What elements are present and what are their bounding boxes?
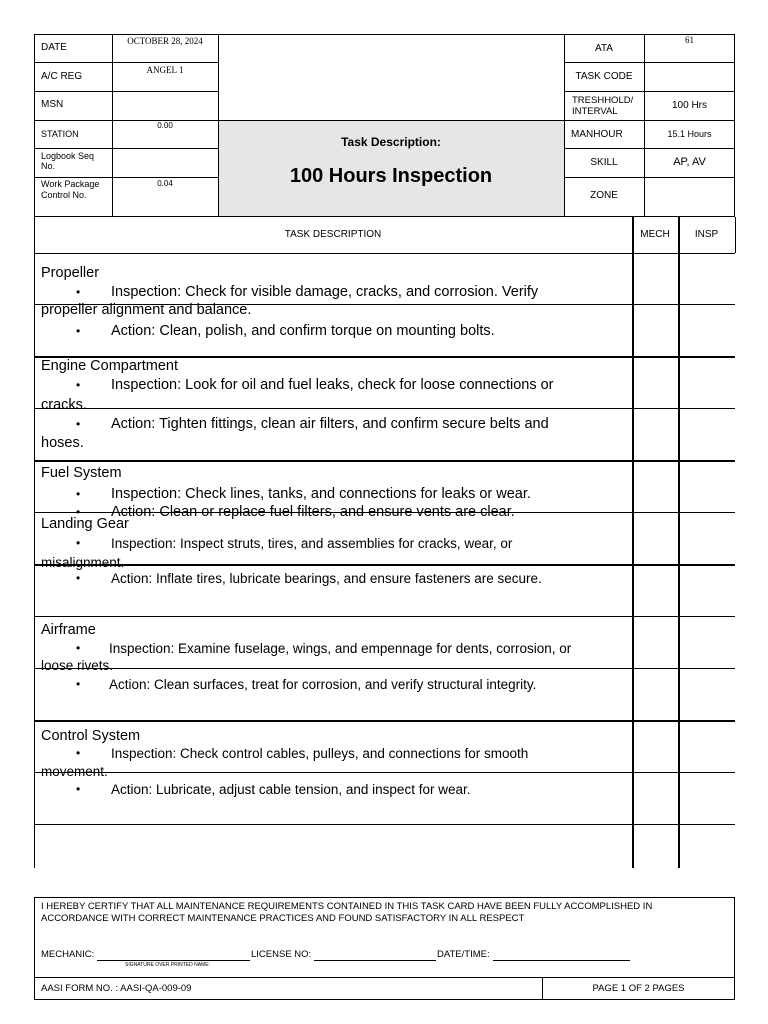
propeller-inspection: Inspection: Check for visible damage, cracks, and corrosion. Verify bbox=[111, 284, 539, 300]
form-number: AASI FORM NO. : AASI-QA-009-09 bbox=[41, 983, 192, 994]
bullet: • bbox=[76, 378, 81, 392]
control-inspection: Inspection: Check control cables, pulleys, and connections for smooth bbox=[111, 746, 529, 761]
section-title-control-system: Control System bbox=[41, 728, 141, 744]
skill-label: SKILL bbox=[590, 157, 618, 168]
airframe-action: Action: Clean surfaces, treat for corrosion, and verify structural integrity. bbox=[109, 677, 537, 692]
landing-gear-inspection-cont: misalignment. bbox=[41, 555, 125, 570]
ata-value: 61 bbox=[685, 35, 694, 45]
bullet: • bbox=[76, 571, 81, 585]
airframe-inspection-cont: loose rivets. bbox=[41, 658, 114, 673]
threshold-value: 100 Hrs bbox=[671, 100, 707, 111]
ata-label: ATA bbox=[595, 43, 613, 54]
section-title-landing-gear: Landing Gear bbox=[41, 516, 129, 532]
bullet: • bbox=[76, 417, 81, 431]
section-title-airframe: Airframe bbox=[41, 622, 96, 638]
bullet: • bbox=[76, 505, 81, 519]
engine-action: Action: Tighten fittings, clean air filters, and confirm secure belts and bbox=[111, 416, 549, 432]
station-value: 0.00 bbox=[157, 121, 173, 130]
airframe-inspection: Inspection: Examine fuselage, wings, and empennage for dents, corrosion, or bbox=[109, 641, 572, 656]
section-title-engine-compartment: Engine Compartment bbox=[41, 358, 179, 374]
control-action: Action: Lubricate, adjust cable tension, and inspect for wear. bbox=[111, 782, 471, 797]
col-insp: INSP bbox=[694, 229, 719, 240]
acreg-label: A/C REG bbox=[41, 71, 83, 82]
skill-value: AP, AV bbox=[673, 156, 706, 168]
bullet: • bbox=[76, 677, 81, 691]
bullet: • bbox=[76, 536, 81, 550]
taskcode-label: TASK CODE bbox=[575, 71, 633, 82]
engine-inspection: Inspection: Look for oil and fuel leaks, check for loose connections or bbox=[111, 377, 554, 393]
mechanic-signature-line[interactable] bbox=[97, 960, 250, 961]
bullet: • bbox=[76, 782, 81, 796]
datetime-label: DATE/TIME: bbox=[437, 949, 490, 960]
fuel-action: Action: Clean or replace fuel filters, and ensure vents are clear. bbox=[111, 504, 515, 520]
license-label: LICENSE NO: bbox=[251, 949, 312, 960]
zone-label: ZONE bbox=[590, 190, 618, 201]
bullet: • bbox=[76, 746, 81, 760]
engine-inspection-cont: cracks. bbox=[41, 397, 87, 413]
datetime-line[interactable] bbox=[493, 960, 630, 961]
fuel-inspection: Inspection: Check lines, tanks, and connections for leaks or wear. bbox=[111, 486, 531, 502]
workpkg-label: Work Package Control No. bbox=[41, 179, 100, 200]
section-title-propeller: Propeller bbox=[41, 265, 100, 281]
page-number: PAGE 1 OF 2 PAGES bbox=[592, 983, 685, 994]
landing-gear-inspection: Inspection: Inspect struts, tires, and assemblies for cracks, wear, or bbox=[111, 536, 513, 551]
task-desc-heading: Task Description: bbox=[341, 135, 441, 149]
bullet: • bbox=[76, 487, 81, 501]
bullet: • bbox=[76, 324, 81, 338]
engine-action-cont: hoses. bbox=[41, 435, 84, 451]
msn-label: MSN bbox=[41, 99, 64, 110]
manhour-label: MANHOUR bbox=[571, 129, 623, 140]
mechanic-label: MECHANIC: bbox=[41, 949, 95, 960]
threshold-label: TRESHHOLD/ INTERVAL bbox=[572, 95, 634, 117]
manhour-value: 15.1 Hours bbox=[667, 129, 712, 139]
bullet: • bbox=[76, 641, 81, 655]
control-inspection-cont: movement. bbox=[41, 764, 108, 779]
workpkg-value: 0.04 bbox=[157, 179, 173, 188]
signature-note: SIGNATURE OVER PRINTED NAME: bbox=[125, 962, 210, 968]
logbook-label: Logbook Seq No. bbox=[41, 151, 95, 171]
section-title-fuel-system: Fuel System bbox=[41, 465, 122, 481]
task-title: 100 Hours Inspection bbox=[289, 165, 493, 187]
propeller-inspection-cont: propeller alignment and balance. bbox=[41, 302, 252, 318]
date-value: OCTOBER 28, 2024 bbox=[127, 36, 203, 46]
col-task-description: TASK DESCRIPTION bbox=[284, 229, 382, 240]
bullet: • bbox=[76, 285, 81, 299]
certification-text: I HEREBY CERTIFY THAT ALL MAINTENANCE REQUIREMENTS CONTAINED IN THIS TASK CARD HAVE BEEN FULLY ACCOMPLISHED IN ACCORDANCE WITH CORRECT MAINTENANCE PRACTICES AND FOUND SATISFACTORY IN ALL RESPECT bbox=[41, 901, 653, 924]
date-label: DATE bbox=[41, 42, 67, 53]
propeller-action: Action: Clean, polish, and confirm torque on mounting bolts. bbox=[111, 323, 495, 339]
landing-gear-action: Action: Inflate tires, lubricate bearings, and ensure fasteners are secure. bbox=[111, 571, 542, 586]
col-mech: MECH bbox=[640, 229, 670, 240]
license-line[interactable] bbox=[314, 960, 436, 961]
acreg-value: ANGEL 1 bbox=[146, 65, 184, 75]
station-label: STATION bbox=[41, 129, 79, 139]
